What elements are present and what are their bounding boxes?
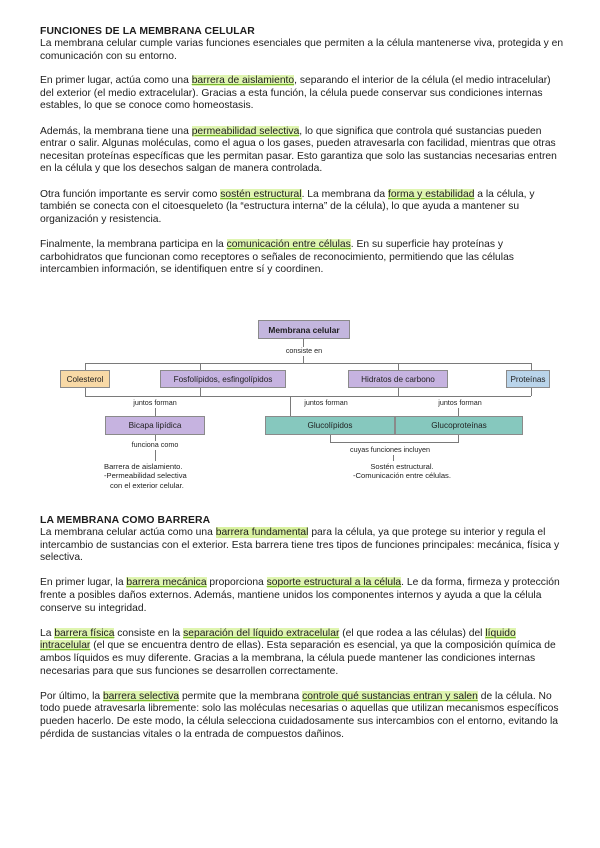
connector [330, 435, 331, 442]
bicapa-functions [104, 462, 214, 490]
text-run: Finalmente, la membrana participa en la [40, 238, 227, 250]
node-proteinas: Proteínas [506, 370, 550, 388]
bicapa-func-1: Barrera de aislamiento. [104, 462, 183, 471]
text-run: (el que rodea a las células) del [339, 627, 486, 639]
connector [85, 363, 86, 370]
gluco-func-1: Sostén estructural. [370, 462, 434, 471]
connector [330, 442, 459, 443]
node-glucoproteinas: Glucoproteínas [395, 416, 523, 435]
highlight-sosten-estructural: sostén estructural [220, 188, 302, 200]
section1-title: FUNCIONES DE LA MEMBRANA CELULAR [40, 26, 255, 37]
node-fosfolipidos: Fosfolípidos, esfingolípidos [160, 370, 286, 388]
connector [200, 396, 290, 397]
paragraph-barrera-intro [40, 527, 566, 565]
bicapa-func-3: con el exterior celular. [110, 480, 184, 490]
connector [155, 450, 156, 461]
section1-intro: La membrana celular cumple varias funciones esenciales que permiten a la célula mantenerse viva, protegida y en comunicación con su entorno. [40, 38, 564, 62]
connector [85, 363, 531, 364]
text-run: a la célula, y también se conecta con el citoesqueleto (la “estructura interna” de la célula), lo que ayuda a mantener su organización y resistencia. [40, 188, 535, 225]
highlight-soporte-estructural: soporte estructural a la célula [266, 577, 402, 589]
highlight-comunicacion: comunicación entre células [226, 238, 351, 250]
text-run: Por último, la [40, 690, 103, 702]
text-run: La membrana celular actúa como una [40, 527, 216, 538]
paragraph-barrera-mecanica [40, 577, 566, 615]
label-consiste-en: consiste en [285, 346, 323, 355]
text-run: . La membrana da [301, 188, 388, 200]
node-bicapa-lipidica: Bicapa lipídica [105, 416, 205, 435]
paragraph-aislamiento [40, 75, 566, 113]
connector [290, 396, 291, 416]
label-juntos-forman-3: juntos forman [438, 398, 482, 407]
label-juntos-forman-2: juntos forman [304, 398, 348, 407]
highlight-barrera-aislamiento: barrera de aislamiento [191, 75, 295, 87]
node-hidratos-carbono: Hidratos de carbono [348, 370, 448, 388]
paragraph-permeabilidad [40, 126, 566, 176]
connector [458, 408, 459, 416]
label-juntos-forman-1: juntos forman [133, 398, 177, 407]
bicapa-func-2: -Permeabilidad selectiva [104, 471, 187, 481]
section-barrier [40, 515, 566, 754]
gluco-func-2: -Comunicación entre células. [353, 471, 451, 481]
connector [398, 363, 399, 370]
paragraph-barrera-fisica [40, 628, 566, 678]
highlight-barrera-mecanica: barrera mecánica [126, 577, 207, 589]
connector [155, 408, 156, 416]
paragraph-comunicacion [40, 239, 566, 277]
text-run: Además, la membrana tiene una [40, 125, 192, 137]
node-glucolipidos: Glucolípidos [265, 416, 395, 435]
text-run: proporciona [206, 577, 267, 589]
text-run: En primer lugar, la [40, 577, 127, 589]
highlight-controle-sustancias: controle qué sustancias entran y salen [302, 690, 478, 702]
text-run: , separando el interior de la célula (el medio intracelular) del exterior (el medio extracelular). Gracias a esta función, la célula puede conservar sus condiciones internas estables, lo que se conoce como homeostasis. [40, 75, 551, 112]
text-run: . En su superficie hay proteínas y carbohidratos que funcionan como receptores o señales de reconocimiento, permitiendo que las células intercambien información, se identifiquen entre sí y coordinen. [40, 238, 514, 276]
connector [398, 388, 399, 396]
membrane-concept-map [60, 319, 550, 499]
text-run: La [40, 627, 55, 639]
highlight-barrera-fundamental: barrera fundamental [215, 527, 309, 538]
connector [531, 363, 532, 370]
connector [531, 388, 532, 396]
connector [200, 388, 201, 396]
highlight-forma-estabilidad: forma y estabilidad [388, 188, 475, 200]
text-run: , lo que significa que controla qué sustancias pueden entrar o salir. Algunas moléculas, como el agua o los gases, pueden atravesarla con facilidad, mientras que otras necesitan proteínas específicas que les permitan pasar. Esto garantiza que solo las sustancias necesarias entren en la célula y que los desechos salgan de manera controlada. [40, 125, 557, 175]
paragraph-barrera-selectiva [40, 691, 566, 741]
connector [393, 455, 394, 461]
connector [290, 396, 531, 397]
node-colesterol: Colesterol [60, 370, 110, 388]
text-run: consiste en la [114, 627, 184, 639]
text-run: En primer lugar, actúa como una [40, 75, 192, 87]
node-membrana-celular: Membrana celular [258, 320, 350, 339]
highlight-barrera-fisica: barrera física [54, 627, 115, 639]
connector [303, 356, 304, 363]
section-functions [40, 26, 566, 289]
text-run: (el que se encuentra dentro de ellas). Esta separación es esencial, ya que la composición química de ambos líquidos es muy diferente. Gracias a la membrana, la célula puede mantener las condiciones internas necesarias para que sus funciones se desarrollen correctamente. [40, 640, 556, 677]
connector [85, 388, 86, 396]
highlight-barrera-selectiva: barrera selectiva [102, 690, 180, 702]
highlight-separacion-liquido: separación del líquido extracelular [183, 627, 340, 639]
text-run: para la célula, ya que protege su interior y regula el intercambio de sustancias con el exterior. Esta barrera tiene tres tipos de funciones principales: mecánica, física y selectiva. [40, 527, 560, 564]
connector [85, 396, 200, 397]
connector [458, 435, 459, 442]
text-run: . Le da forma, firmeza y protección frente a posibles daños externos. Además, mantiene unidos los componentes internos y ayuda a que la célula conserve su integridad. [40, 577, 560, 614]
label-cuyas-funciones: cuyas funciones incluyen [350, 445, 430, 454]
label-funciona-como: funciona como [131, 440, 179, 449]
text-run: de la célula. No todo puede atravesarla libremente: solo las moléculas necesarias o aquellas que utilizan mecanismos específicos pueden hacerlo. De este modo, la célula selecciona cuidadosamente sus intercambios con el entorno, evitando la pérdida de sustancias vitales o la entrada de compuestos dañinos. [40, 690, 559, 740]
text-run: permite que la membrana [179, 690, 303, 702]
highlight-permeabilidad-selectiva: permeabilidad selectiva [191, 125, 300, 137]
text-run: Otra función importante es servir como [40, 188, 221, 200]
paragraph-sosten [40, 189, 566, 227]
section2-title: LA MEMBRANA COMO BARRERA [40, 515, 211, 526]
gluco-functions [332, 462, 472, 481]
connector [200, 363, 201, 370]
highlight-liquido-intracelular: líquido intracelular [40, 627, 516, 652]
